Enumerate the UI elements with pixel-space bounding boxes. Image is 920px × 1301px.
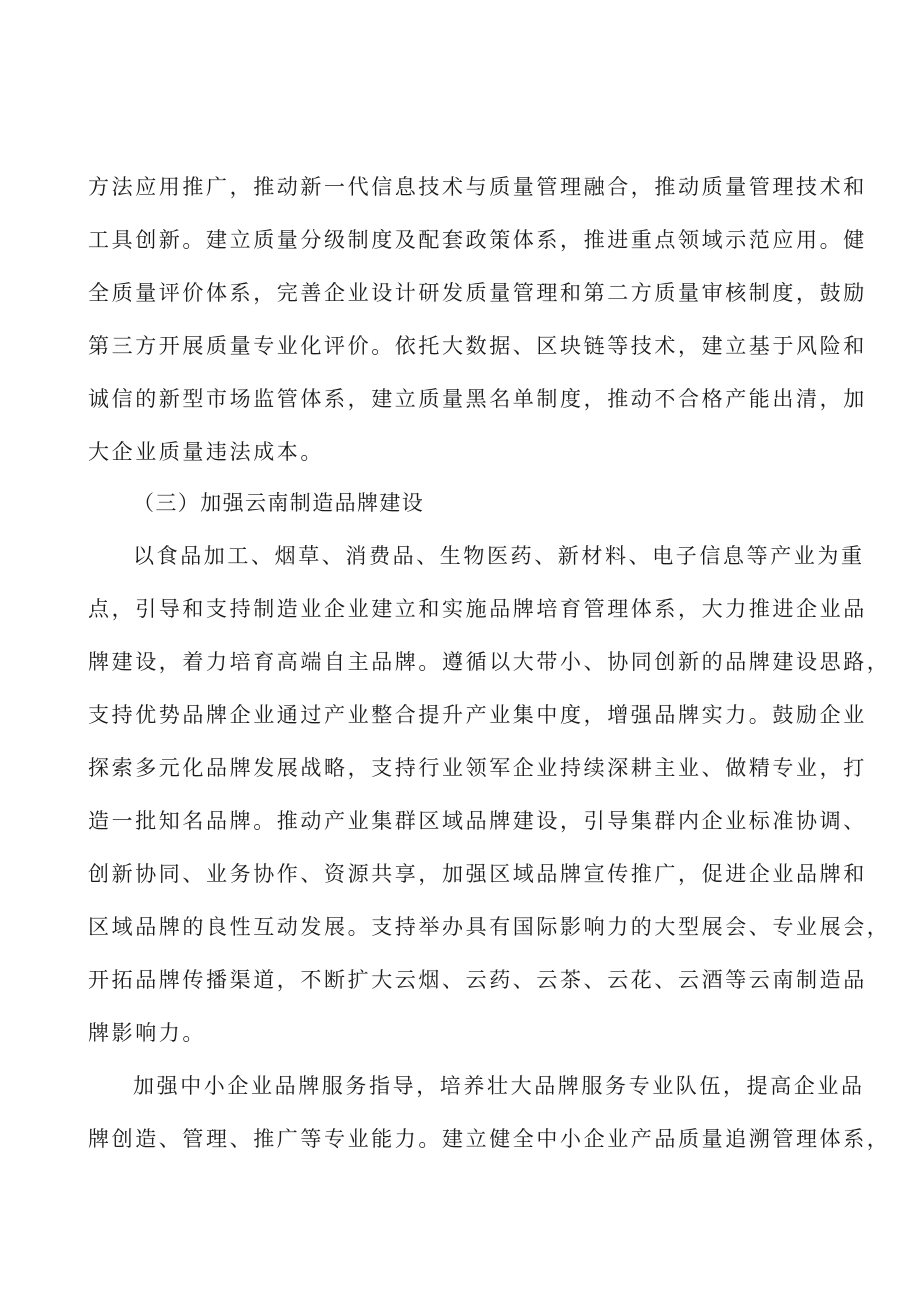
paragraph-line: 开拓品牌传播渠道，不断扩大云烟、云药、云茶、云花、云酒等云南制造品 — [88, 968, 867, 992]
paragraph-line: 支持优势品牌企业通过产业整合提升产业集中度，增强品牌实力。鼓励企业 — [88, 703, 867, 727]
paragraph-line: 加强中小企业品牌服务指导，培养壮大品牌服务专业队伍，提高企业品 — [133, 1074, 865, 1098]
paragraph-line: 以食品加工、烟草、消费品、生物医药、新材料、电子信息等产业为重 — [133, 544, 865, 568]
paragraph-line: 探索多元化品牌发展战略，支持行业领军企业持续深耕主业、做精专业，打 — [88, 756, 867, 780]
paragraph-line: 大企业质量违法成本。 — [88, 440, 324, 464]
paragraph-line: 工具创新。建立质量分级制度及配套政策体系，推进重点领域示范应用。健 — [88, 228, 867, 252]
paragraph-line: 点，引导和支持制造业企业建立和实施品牌培育管理体系，大力推进企业品 — [88, 597, 867, 621]
paragraph-line: 区域品牌的良性互动发展。支持举办具有国际影响力的大型展会、专业展会， — [88, 915, 891, 939]
section-heading: （三）加强云南制造品牌建设 — [133, 491, 425, 515]
paragraph-line: 牌建设，着力培育高端自主品牌。遵循以大带小、协同创新的品牌建设思路， — [88, 650, 891, 674]
paragraph-line: 第三方开展质量专业化评价。依托大数据、区块链等技术，建立基于风险和 — [88, 334, 867, 358]
paragraph-line: 方法应用推广，推动新一代信息技术与质量管理融合，推动质量管理技术和 — [88, 175, 867, 199]
paragraph-line: 牌影响力。 — [88, 1021, 206, 1045]
paragraph-line: 创新协同、业务协作、资源共享，加强区域品牌宣传推广，促进企业品牌和 — [88, 862, 867, 886]
paragraph-line: 造一批知名品牌。推动产业集群区域品牌建设，引导集群内企业标准协调、 — [88, 809, 867, 833]
paragraph-line: 牌创造、管理、推广等专业能力。建立健全中小企业产品质量追溯管理体系， — [88, 1127, 891, 1151]
paragraph-line: 诚信的新型市场监管体系，建立质量黑名单制度，推动不合格产能出清，加 — [88, 387, 867, 411]
paragraph-line: 全质量评价体系，完善企业设计研发质量管理和第二方质量审核制度，鼓励 — [88, 281, 867, 305]
